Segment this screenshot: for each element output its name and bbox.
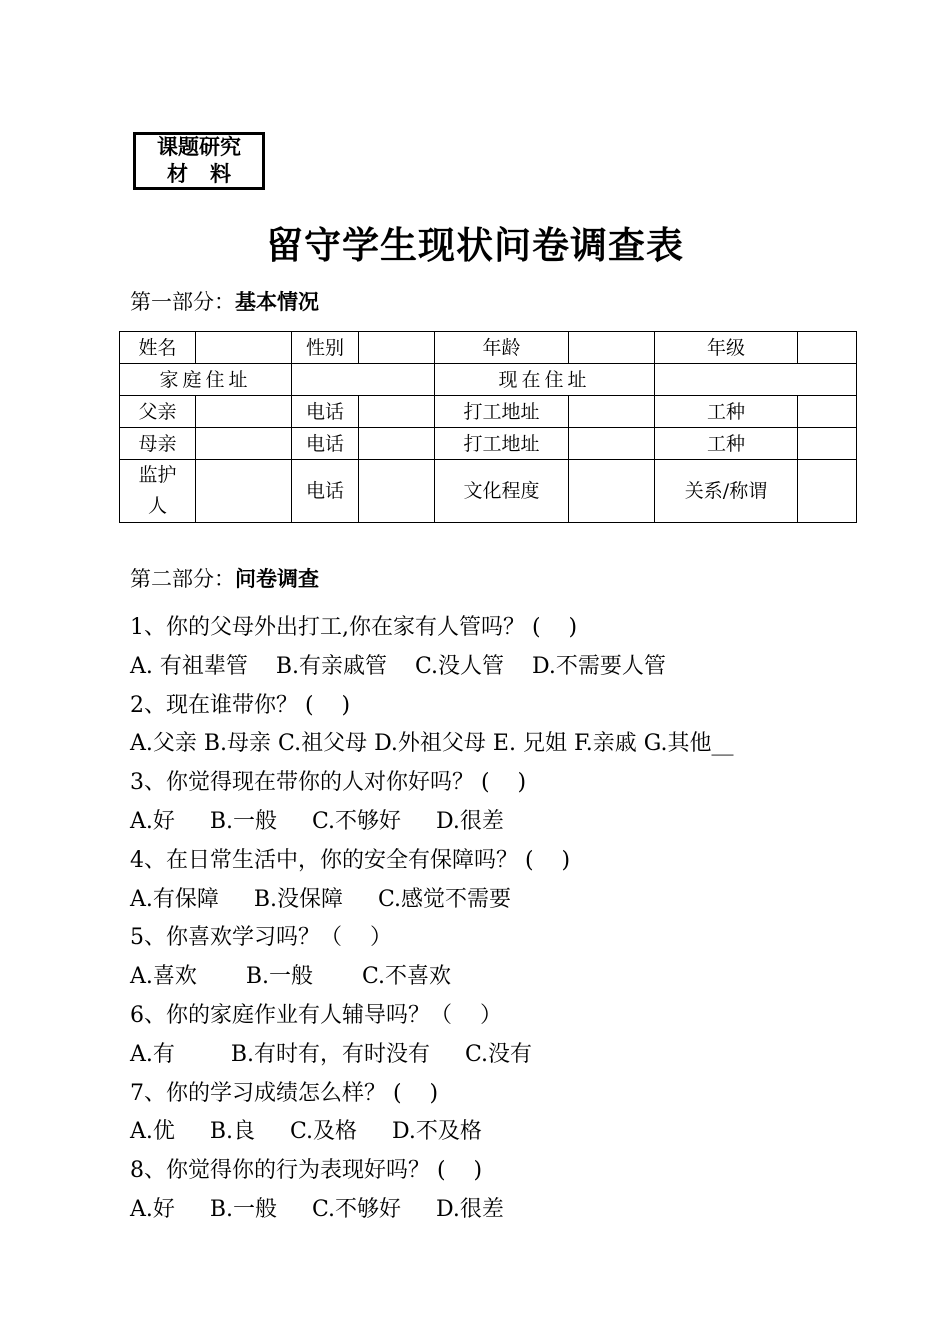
label-age: 年龄	[435, 332, 569, 364]
label-grade: 年级	[655, 332, 798, 364]
field-mother-phone[interactable]	[359, 428, 435, 460]
field-relationship[interactable]	[798, 460, 857, 523]
question-list	[130, 609, 734, 1230]
part2-title: 问卷调查	[235, 567, 319, 591]
label-father-phone: 电话	[292, 396, 359, 428]
label-father-job: 工种	[655, 396, 798, 428]
question-7: 7、你的学习成绩怎么样？ ( )	[130, 1080, 439, 1106]
label-guardian-phone: 电话	[292, 460, 359, 523]
label-relationship: 关系/称谓	[655, 460, 798, 523]
field-home-address[interactable]	[292, 364, 435, 396]
part1-title: 基本情况	[235, 290, 319, 314]
table-row	[120, 396, 857, 428]
question-5: 5、你喜欢学习吗？（ ）	[130, 925, 392, 951]
label-education-level: 文化程度	[435, 460, 569, 523]
question-1-options: A. 有祖辈管 B.有亲戚管 C.没人管 D.不需要人管	[130, 653, 666, 679]
question-5-options: A.喜欢 B.一般 C.不喜欢	[130, 964, 451, 990]
label-mother: 母亲	[120, 428, 196, 460]
label-guardian: 监护人	[120, 460, 196, 523]
field-mother-job[interactable]	[798, 428, 857, 460]
question-4: 4、在日常生活中，你的安全有保障吗？ ( )	[130, 847, 571, 873]
label-mother-phone: 电话	[292, 428, 359, 460]
field-grade[interactable]	[798, 332, 857, 364]
field-age[interactable]	[569, 332, 655, 364]
label-mother-job: 工种	[655, 428, 798, 460]
label-home-address: 家庭住址	[120, 364, 292, 396]
page-title: 留守学生现状问卷调查表	[266, 224, 684, 267]
basic-info-table	[119, 331, 857, 523]
question-3: 3、你觉得现在带你的人对你好吗？ ( )	[130, 770, 527, 796]
question-2-options: A.父亲 B.母亲 C.祖父母 D.外祖父母 E. 兄姐 F.亲戚 G.其他__	[130, 731, 734, 757]
question-8: 8、你觉得你的行为表现好吗？ ( )	[130, 1158, 483, 1184]
field-guardian-phone[interactable]	[359, 460, 435, 523]
field-gender[interactable]	[359, 332, 435, 364]
table-row	[120, 460, 857, 523]
field-education-level[interactable]	[569, 460, 655, 523]
question-6: 6、你的家庭作业有人辅导吗？（ ）	[130, 1002, 502, 1028]
question-1: 1、你的父母外出打工,你在家有人管吗？ ( )	[130, 615, 578, 640]
label-father: 父亲	[120, 396, 196, 428]
label-gender: 性别	[292, 332, 359, 364]
question-6-options: A.有 B.有时有，有时没有 C.没有	[130, 1041, 532, 1067]
question-7-options: A.优 B.良 C.及格 D.不及格	[130, 1119, 482, 1145]
table-row	[120, 428, 857, 460]
stamp-line-1: 课题研究	[157, 135, 241, 159]
field-guardian[interactable]	[196, 460, 292, 523]
table-row	[120, 332, 857, 364]
table-row	[120, 364, 857, 396]
question-4-options: A.有保障 B.没保障 C.感觉不需要	[130, 886, 512, 912]
part2-heading	[130, 563, 319, 593]
question-8-options: A.好 B.一般 C.不够好 D.很差	[130, 1196, 504, 1222]
stamp-line-2: 材料	[167, 162, 253, 186]
label-mother-work-address: 打工地址	[435, 428, 569, 460]
field-father-work-address[interactable]	[569, 396, 655, 428]
part1-heading	[130, 286, 319, 316]
field-father-job[interactable]	[798, 396, 857, 428]
field-father[interactable]	[196, 396, 292, 428]
field-mother[interactable]	[196, 428, 292, 460]
part2-prefix: 第二部分：	[130, 567, 235, 591]
field-mother-work-address[interactable]	[569, 428, 655, 460]
label-name: 姓名	[120, 332, 196, 364]
question-3-options: A.好 B.一般 C.不够好 D.很差	[130, 808, 504, 834]
field-current-address[interactable]	[655, 364, 857, 396]
research-material-stamp	[133, 132, 265, 190]
field-father-phone[interactable]	[359, 396, 435, 428]
part1-prefix: 第一部分：	[130, 290, 235, 314]
label-father-work-address: 打工地址	[435, 396, 569, 428]
label-current-address: 现在住址	[435, 364, 655, 396]
question-2: 2、现在谁带你？ ( )	[130, 692, 351, 718]
field-name[interactable]	[196, 332, 292, 364]
